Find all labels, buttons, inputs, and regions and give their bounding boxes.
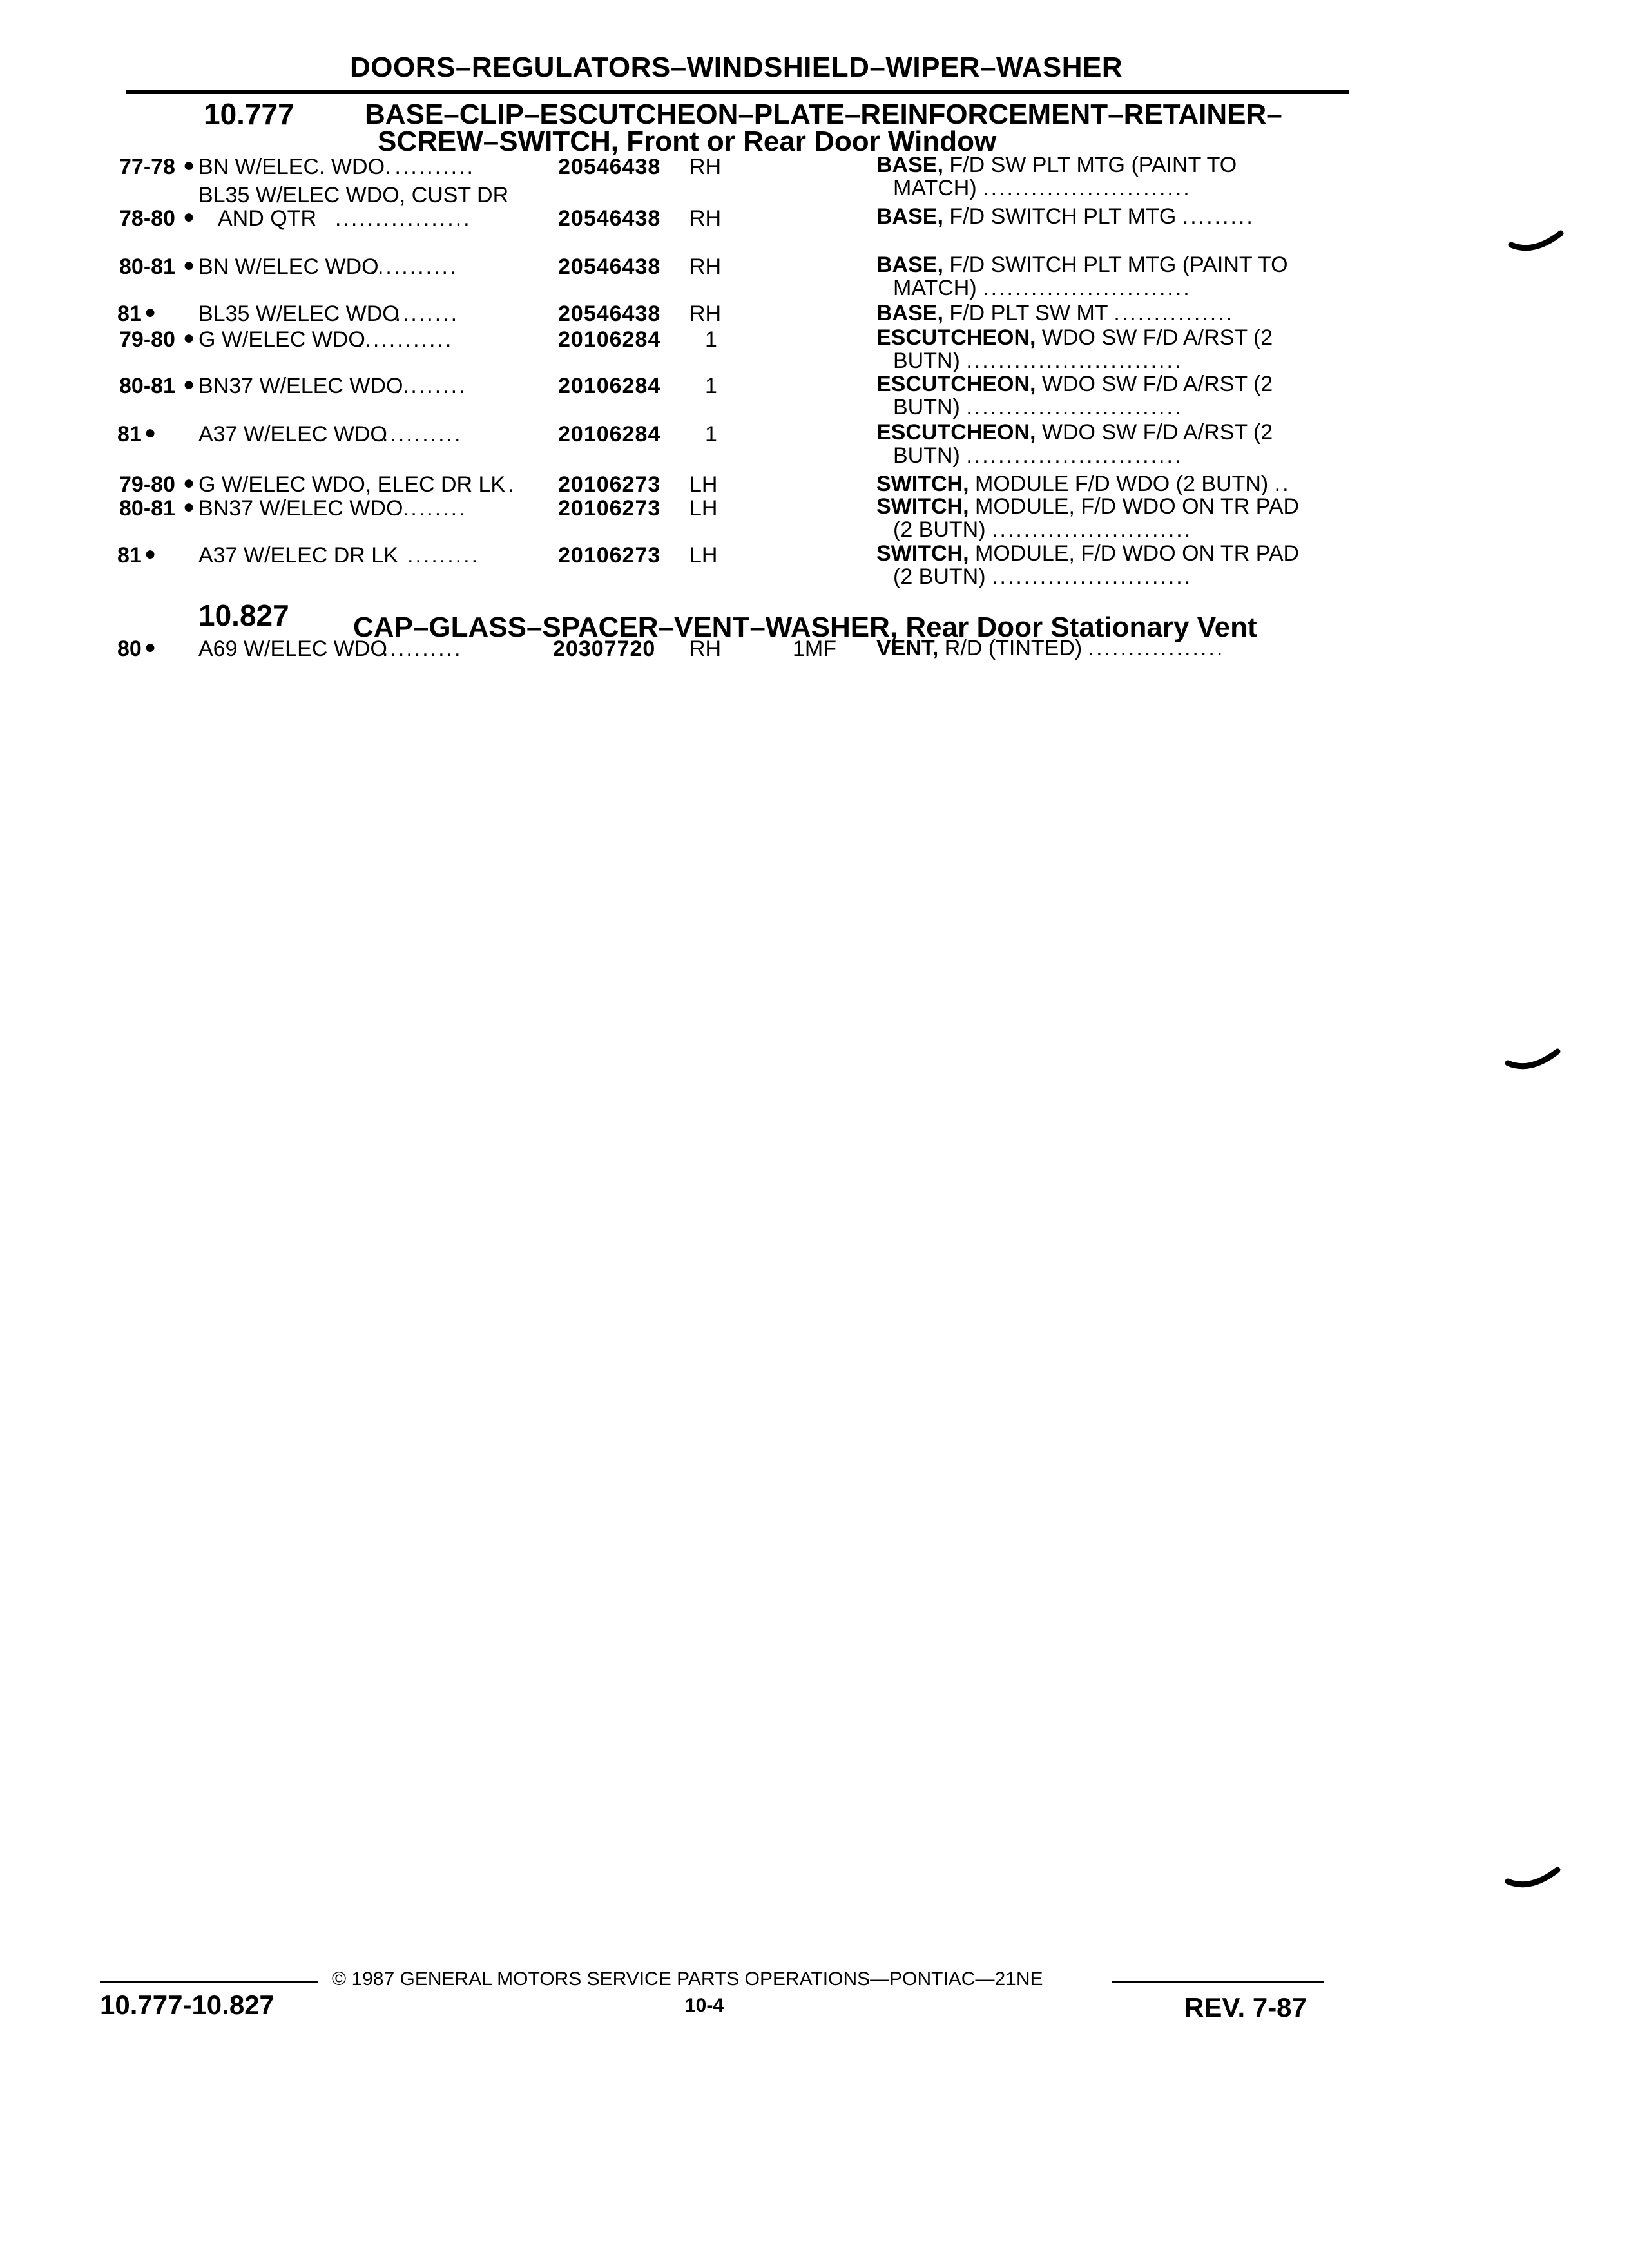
model-year: 80-81 — [119, 374, 175, 398]
part-number: 20106273 — [558, 543, 661, 568]
table-row — [0, 325, 1629, 373]
part-desc-line1: F/D SWITCH PLT MTG (PAINT TO — [943, 253, 1288, 277]
footer-rule-left — [100, 1981, 318, 1983]
model-year: 77-78 — [119, 155, 175, 179]
part-number: 20546438 — [558, 206, 661, 231]
quantity: LH — [689, 543, 718, 568]
desc-leader-dots: ........................... — [966, 349, 1183, 373]
quantity: RH — [689, 255, 722, 279]
part-desc-line1: WDO SW F/D A/RST (2 — [1036, 420, 1273, 445]
section-title: BASE–CLIP–ESCUTCHEON–PLATE–REINFORCEMENT–RETAINER– — [365, 99, 1282, 130]
header-rule — [126, 90, 1349, 94]
part-name: BASE, — [876, 301, 943, 325]
part-desc-line1: F/D SW PLT MTG (PAINT TO — [943, 153, 1237, 177]
bullet-icon: ● — [144, 302, 157, 323]
model-year: 81 — [117, 422, 142, 447]
leader-dots: .......... — [382, 637, 463, 661]
model-desc: BL35 W/ELEC WDO — [198, 302, 400, 326]
table-row — [0, 637, 1629, 662]
part-number: 20307720 — [553, 637, 656, 661]
desc-leader-dots: ........................... — [966, 395, 1183, 419]
part-number: 20546438 — [558, 255, 661, 279]
part-number: 20106284 — [558, 327, 661, 352]
bullet-icon: ● — [183, 255, 195, 276]
binder-hole-mark — [1505, 1037, 1563, 1076]
bullet-icon: ● — [183, 496, 195, 517]
part-name: BASE, — [876, 253, 943, 277]
model-desc: BN W/ELEC. WDO. — [198, 155, 391, 179]
part-description — [876, 302, 1234, 325]
quantity: 1 — [705, 374, 717, 398]
model-year: 78-80 — [119, 206, 175, 231]
model-year: 79-80 — [119, 327, 175, 352]
desc-leader-dots: ......................... — [992, 564, 1193, 589]
leader-dots: ........... — [369, 255, 458, 279]
part-number: 20106273 — [558, 496, 661, 521]
binder-hole-mark — [1505, 1856, 1563, 1894]
part-name: ESCUTCHEON, — [876, 325, 1036, 350]
part-desc-line2: BUTN) — [893, 443, 960, 468]
model-desc: BN37 W/ELEC WDO — [198, 496, 403, 521]
bullet-icon: ● — [144, 422, 157, 443]
model-desc: A37 W/ELEC WDO — [198, 422, 387, 447]
section-title-rest: Rear Door Stationary Vent — [898, 611, 1257, 643]
part-desc-line1: F/D PLT SW MT — [943, 301, 1108, 325]
section-title-cont — [378, 128, 996, 156]
leader-dots: ............ — [357, 327, 454, 352]
part-description — [876, 153, 1237, 200]
quantity: RH — [689, 206, 722, 231]
model-year: 80-81 — [119, 255, 175, 279]
footer-page-number: 10-4 — [685, 1995, 724, 2016]
desc-leader-dots: .......................... — [983, 176, 1191, 200]
part-description — [876, 472, 1291, 495]
part-desc-line2: BUTN) — [893, 395, 960, 419]
table-row — [0, 372, 1629, 419]
part-name: SWITCH, — [876, 541, 969, 566]
part-name: BASE, — [876, 153, 943, 177]
part-description — [876, 253, 1288, 300]
quantity: RH — [689, 637, 722, 661]
model-year: 81 — [117, 302, 142, 326]
part-description — [876, 421, 1273, 467]
part-desc-line2: (2 BUTN) — [893, 517, 986, 542]
table-row — [0, 420, 1629, 468]
footer-revision: REV. 7-87 — [1184, 1992, 1307, 2023]
leader-dots: ......... — [394, 374, 467, 398]
part-name: ESCUTCHEON, — [876, 420, 1036, 445]
quantity: LH — [689, 496, 718, 521]
model-desc: BN37 W/ELEC WDO — [198, 374, 403, 398]
model-desc: G W/ELEC WDO — [198, 327, 365, 352]
quantity: LH — [689, 472, 718, 497]
bullet-icon: ● — [183, 155, 195, 176]
bullet-icon: ● — [183, 206, 195, 227]
desc-leader-dots: .......................... — [983, 276, 1191, 300]
binder-hole-mark — [1508, 219, 1566, 258]
model-year: 81 — [117, 543, 142, 568]
part-description — [876, 205, 1255, 228]
desc-leader-dots: ......................... — [992, 517, 1193, 542]
footer-copyright: © 1987 GENERAL MOTORS SERVICE PARTS OPERATIONS—PONTIAC—21NE — [332, 1968, 1043, 1990]
model-code: 1MF — [793, 637, 836, 661]
part-desc-line2: (2 BUTN) — [893, 564, 986, 589]
part-name: ESCUTCHEON, — [876, 372, 1036, 396]
quantity: RH — [689, 302, 722, 326]
table-row — [0, 472, 1629, 498]
model-desc: BL35 W/ELEC WDO, CUST DR — [198, 183, 509, 207]
part-desc-line1: R/D (TINTED) — [938, 636, 1083, 660]
desc-leader-dots: ........................... — [966, 443, 1183, 468]
model-desc: G W/ELEC WDO, ELEC DR LK — [198, 472, 506, 497]
footer-section-range: 10.777-10.827 — [100, 1990, 275, 2020]
section-title-bold: CAP–GLASS–SPACER–VENT–WASHER, — [353, 611, 898, 643]
footer-rule-right — [1112, 1981, 1324, 1983]
desc-leader-dots: ................. — [1088, 636, 1225, 660]
quantity: RH — [689, 155, 722, 179]
leader-dots: . — [508, 472, 516, 497]
desc-leader-dots: ......... — [1182, 204, 1255, 229]
leader-dots: .......... — [394, 155, 475, 179]
model-desc-cont: AND QTR — [218, 206, 316, 231]
model-year: 79-80 — [119, 472, 175, 497]
quantity: 1 — [705, 422, 717, 447]
desc-leader-dots: .. — [1274, 472, 1291, 496]
section-title-rest: Front or Rear Door Window — [619, 126, 997, 157]
model-desc: BN W/ELEC WDO — [198, 255, 379, 279]
bullet-icon: ● — [183, 374, 195, 395]
model-year: 80-81 — [119, 496, 175, 521]
part-description — [876, 372, 1273, 419]
part-number: 20106273 — [558, 472, 661, 497]
section-number: 10.827 — [198, 599, 289, 632]
bullet-icon: ● — [144, 543, 157, 564]
part-desc-line1: MODULE F/D WDO (2 BUTN) — [969, 472, 1269, 496]
section-number: 10.777 — [204, 97, 294, 131]
part-description — [876, 495, 1299, 541]
section-title-bold: SCREW–SWITCH, — [378, 126, 619, 157]
part-description — [876, 542, 1299, 588]
part-number: 20106284 — [558, 374, 661, 398]
table-row — [0, 253, 1629, 300]
model-year: 80 — [117, 637, 142, 661]
quantity: 1 — [705, 327, 717, 352]
part-description — [876, 637, 1224, 660]
bullet-icon: ● — [144, 637, 157, 658]
bullet-icon: ● — [183, 472, 195, 494]
part-desc-line1: WDO SW F/D A/RST (2 — [1036, 372, 1273, 396]
table-row — [0, 494, 1629, 542]
table-row — [0, 541, 1629, 589]
leader-dots: ........ — [394, 302, 459, 326]
model-desc: A37 W/ELEC DR LK — [198, 543, 398, 568]
leader-dots: ......... — [407, 543, 480, 568]
desc-leader-dots: ............... — [1113, 301, 1235, 325]
page-header: DOORS–REGULATORS–WINDSHIELD–WIPER–WASHER — [350, 52, 1123, 83]
part-name: SWITCH, — [876, 472, 969, 496]
part-number: 20546438 — [558, 155, 661, 179]
bullet-icon: ● — [183, 327, 195, 349]
part-desc-line1: MODULE, F/D WDO ON TR PAD — [969, 541, 1300, 566]
model-desc: A69 W/ELEC WDO — [198, 637, 387, 661]
part-description — [876, 326, 1273, 372]
part-desc-line1: WDO SW F/D A/RST (2 — [1036, 325, 1273, 350]
part-number: 20106284 — [558, 422, 661, 447]
part-name: VENT, — [876, 636, 939, 660]
part-desc-line2: BUTN) — [893, 349, 960, 373]
part-desc-line2: MATCH) — [893, 276, 977, 300]
part-name: SWITCH, — [876, 494, 969, 519]
part-name: BASE, — [876, 204, 943, 229]
part-desc-line1: MODULE, F/D WDO ON TR PAD — [969, 494, 1300, 519]
leader-dots: ......... — [394, 496, 467, 521]
part-number: 20546438 — [558, 302, 661, 326]
part-desc-line1: F/D SWITCH PLT MTG — [943, 204, 1177, 229]
table-row — [0, 302, 1629, 327]
leader-dots: .......... — [382, 422, 463, 447]
part-desc-line2: MATCH) — [893, 176, 977, 200]
leader-dots: ................. — [335, 206, 472, 231]
